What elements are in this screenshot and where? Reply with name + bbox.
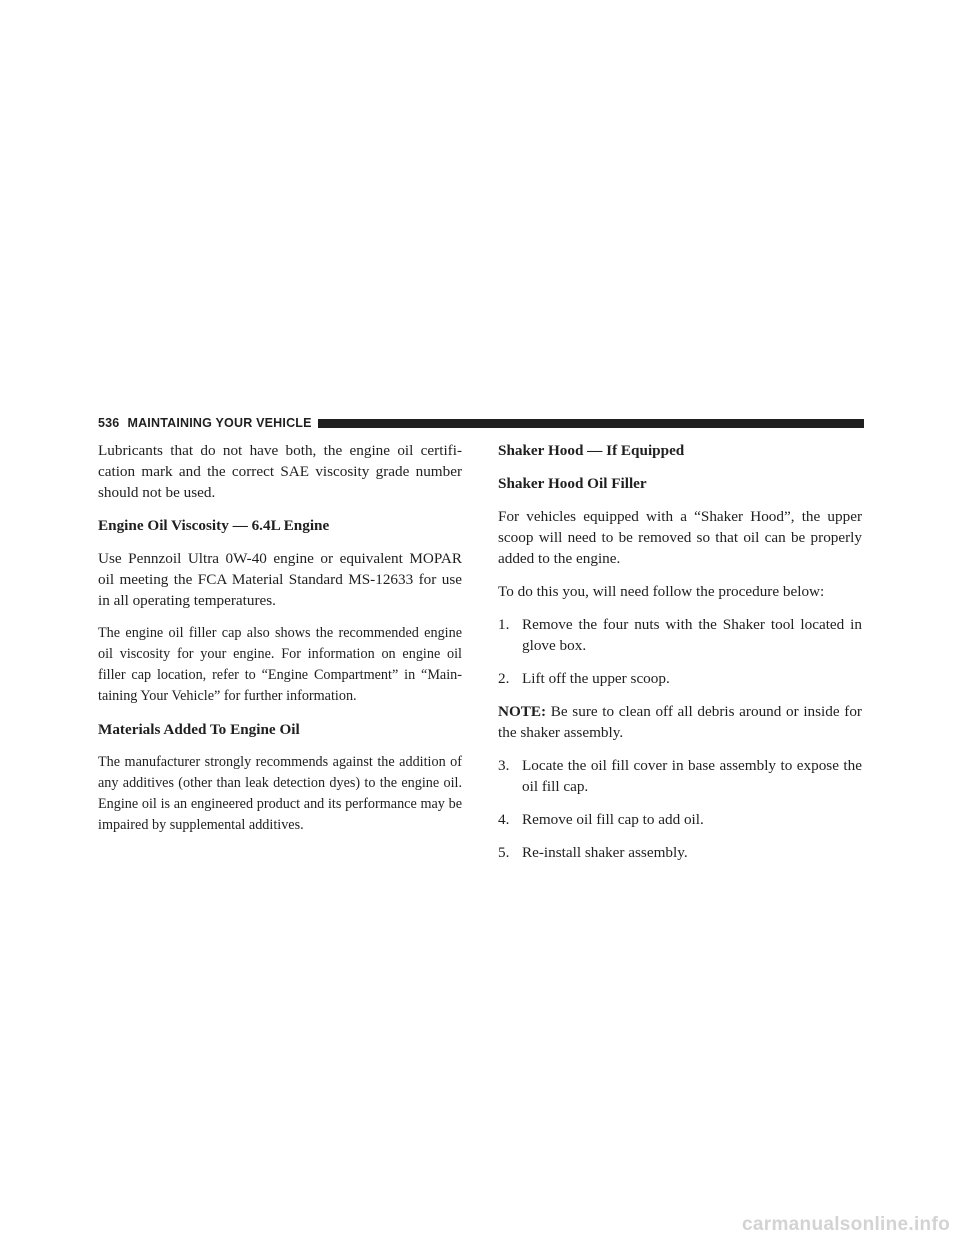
list-item-number: 4. — [498, 811, 510, 828]
left-column — [98, 440, 462, 836]
watermark-text: carmanualsonline.info — [742, 1214, 950, 1235]
note-text: Be sure to clean off all debris around or inside for the shaker assembly. — [498, 703, 862, 741]
header-rule — [318, 419, 864, 428]
procedure-intro-paragraph: To do this you, will need follow the procedure below: — [498, 583, 825, 600]
note-paragraph — [498, 701, 862, 743]
list-item — [498, 842, 862, 863]
shaker-hood-heading: Shaker Hood — If Equipped — [498, 442, 685, 459]
engine-oil-viscosity-heading: Engine Oil Viscosity — 6.4L Engine — [98, 517, 330, 534]
list-item-number: 3. — [498, 757, 510, 774]
materials-added-heading: Materials Added To Engine Oil — [98, 721, 300, 738]
section-title: MAINTAINING YOUR VEHICLE — [127, 416, 312, 430]
list-item — [498, 614, 862, 656]
list-item — [498, 668, 862, 689]
page-header — [98, 414, 864, 432]
pennzoil-paragraph: Use Pennzoil Ultra 0W-40 engine or equivalent MOPAR oil meeting the FCA Material Standard MS-12633 for use in all operating temperatures. — [98, 550, 462, 609]
list-item-text: Remove the four nuts with the Shaker tool located in glove box. — [522, 616, 862, 654]
additives-paragraph: The manufacturer strongly recommends against the addition of any additives (other than leak detection dyes) to the engine oil. Engine oil is an engineered product and its performance may be impaired by supplemental additives. — [98, 754, 462, 833]
list-item — [498, 809, 862, 830]
page-number: 536 — [98, 416, 120, 430]
list-item — [498, 755, 862, 797]
filler-cap-paragraph: The engine oil filler cap also shows the recommended engine oil viscosity for your engine. For information on engine oil filler cap location, refer to “Engine Compartment” in “Maintaining Your Vehicle” for further information. — [98, 625, 462, 704]
list-item-text: Locate the oil fill cover in base assembly to expose the oil fill cap. — [522, 757, 862, 795]
list-item-text: Re-install shaker assembly. — [522, 844, 688, 861]
right-column — [498, 440, 862, 863]
shaker-hood-oil-filler-heading: Shaker Hood Oil Filler — [498, 475, 647, 492]
shaker-intro-paragraph: For vehicles equipped with a “Shaker Hood”, the upper scoop will need to be removed so that oil can be properly added to the engine. — [498, 508, 862, 567]
list-item-number: 1. — [498, 616, 510, 633]
list-item-text: Lift off the upper scoop. — [522, 670, 670, 687]
list-item-text: Remove oil fill cap to add oil. — [522, 811, 704, 828]
list-item-number: 5. — [498, 844, 510, 861]
lubricants-paragraph: Lubricants that do not have both, the engine oil certification mark and the correct SAE viscosity grade number should not be used. — [98, 442, 462, 501]
list-item-number: 2. — [498, 670, 510, 687]
note-label: NOTE: — [498, 703, 547, 720]
